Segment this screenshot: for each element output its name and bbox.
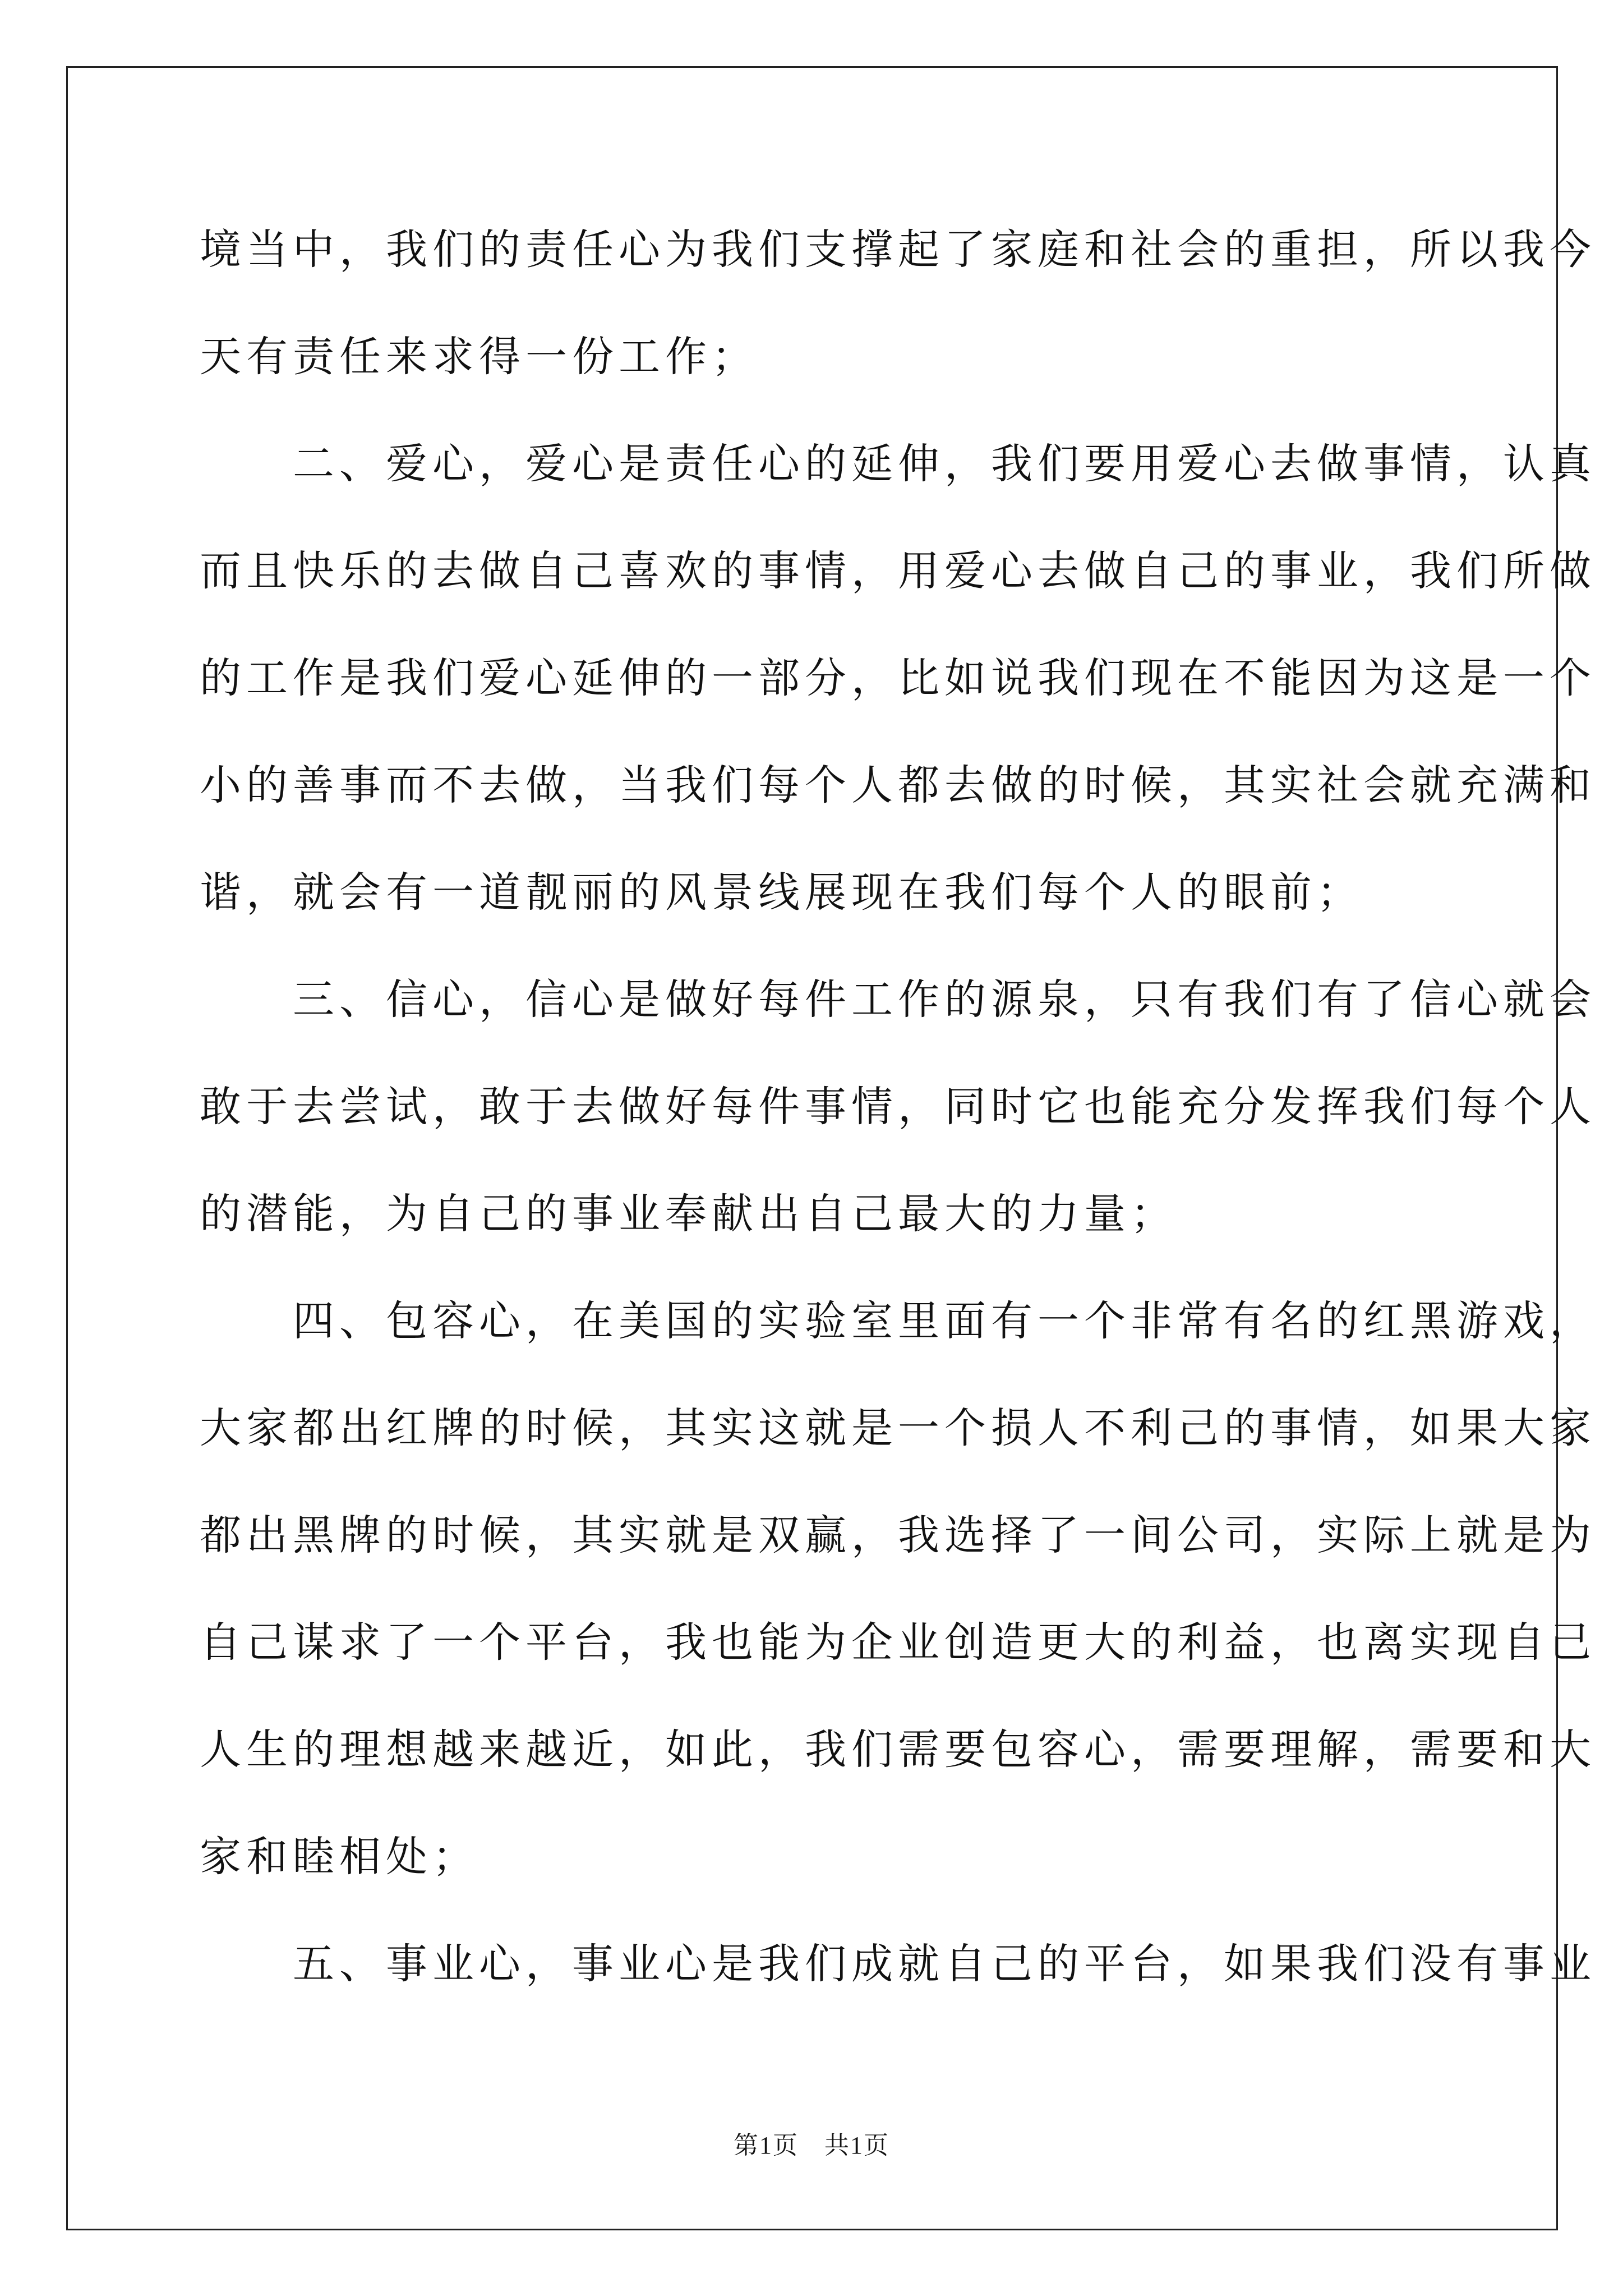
text-line: 四、包容心，在美国的实验室里面有一个非常有名的红黑游戏，: [200, 1297, 1596, 1345]
text-line: 谐，就会有一道靓丽的风景线展现在我们每个人的眼前；: [200, 868, 1363, 917]
document-body: [200, 219, 1596, 2040]
text-line: 二、爱心，爱心是责任心的延伸，我们要用爱心去做事情，认真: [200, 440, 1596, 488]
text-line: 而且快乐的去做自己喜欢的事情，用爱心去做自己的事业，我们所做: [200, 547, 1596, 595]
text-line: 敢于去尝试，敢于去做好每件事情，同时它也能充分发挥我们每个人: [200, 1083, 1596, 1131]
text-line: 三、信心，信心是做好每件工作的源泉，只有我们有了信心就会: [200, 976, 1596, 1024]
text-line: 都出黑牌的时候，其实就是双赢，我选择了一间公司，实际上就是为: [200, 1511, 1596, 1559]
text-line: 天有责任来求得一份工作；: [200, 333, 758, 381]
text-line: 人生的理想越来越近，如此，我们需要包容心，需要理解，需要和大: [200, 1726, 1596, 1774]
text-line: 的工作是我们爱心延伸的一部分，比如说我们现在不能因为这是一个: [200, 654, 1596, 702]
text-line: 家和睦相处；: [200, 1833, 479, 1881]
text-line: 境当中，我们的责任心为我们支撑起了家庭和社会的重担，所以我今: [200, 226, 1596, 274]
text-line: 自己谋求了一个平台，我也能为企业创造更大的利益，也离实现自己: [200, 1618, 1596, 1667]
text-line: 小的善事而不去做，当我们每个人都去做的时候，其实社会就充满和: [200, 761, 1596, 809]
text-line: 的潜能，为自己的事业奉献出自己最大的力量；: [200, 1190, 1177, 1238]
text-line: 大家都出红牌的时候，其实这就是一个损人不利己的事情，如果大家: [200, 1404, 1596, 1452]
page-number-footer: 第1页 共1页: [734, 2132, 889, 2159]
text-line: 五、事业心，事业心是我们成就自己的平台，如果我们没有事业: [200, 1940, 1596, 1988]
